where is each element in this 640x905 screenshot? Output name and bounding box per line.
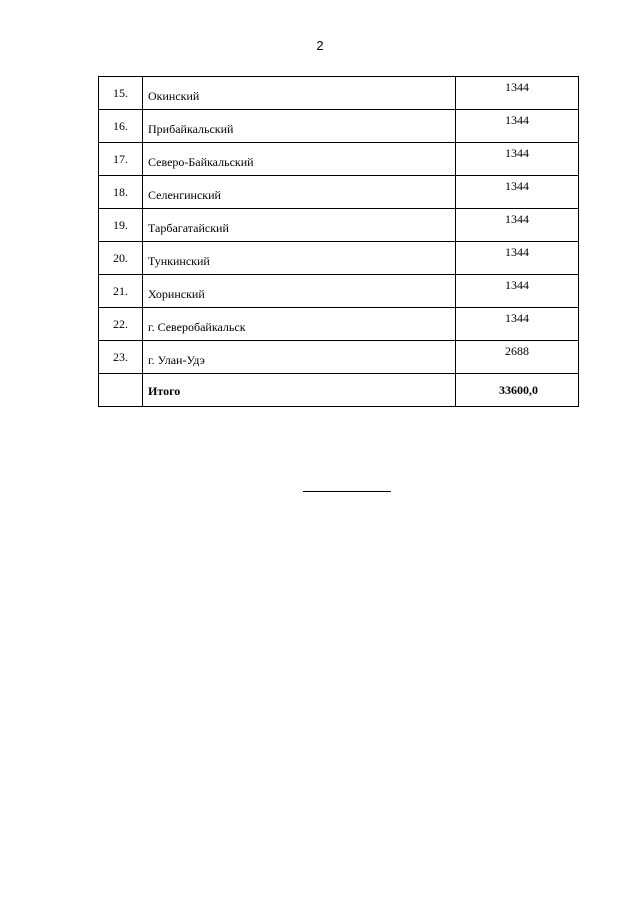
table-row (99, 308, 579, 341)
district-name: Тарбагатайский (143, 209, 456, 242)
row-number: 23. (99, 341, 143, 374)
amount-value: 1344 (456, 308, 579, 341)
amount-value: 1344 (456, 143, 579, 176)
row-number: 21. (99, 275, 143, 308)
amount-value: 2688 (456, 341, 579, 374)
table-row (99, 242, 579, 275)
total-row (99, 374, 579, 407)
row-number: 18. (99, 176, 143, 209)
table-row (99, 143, 579, 176)
district-name: Прибайкальский (143, 110, 456, 143)
amount-value: 1344 (456, 209, 579, 242)
amount-value: 1344 (456, 77, 579, 110)
table-row (99, 176, 579, 209)
district-name: г. Северобайкальск (143, 308, 456, 341)
total-label: Итого (143, 374, 456, 407)
district-name: Северо-Байкальский (143, 143, 456, 176)
amount-value: 1344 (456, 242, 579, 275)
row-number: 17. (99, 143, 143, 176)
row-number: 20. (99, 242, 143, 275)
table-row (99, 77, 579, 110)
end-divider (303, 491, 391, 492)
row-number: 16. (99, 110, 143, 143)
table-row (99, 110, 579, 143)
table-row (99, 341, 579, 374)
district-name: г. Улан-Удэ (143, 341, 456, 374)
distribution-table (98, 76, 579, 407)
amount-value: 1344 (456, 176, 579, 209)
table-row (99, 209, 579, 242)
district-name: Селенгинский (143, 176, 456, 209)
total-number (99, 374, 143, 407)
row-number: 15. (99, 77, 143, 110)
district-name: Тункинский (143, 242, 456, 275)
amount-value: 1344 (456, 275, 579, 308)
district-name: Окинский (143, 77, 456, 110)
row-number: 22. (99, 308, 143, 341)
table-row (99, 275, 579, 308)
total-value: 33600,0 (456, 374, 579, 407)
row-number: 19. (99, 209, 143, 242)
amount-value: 1344 (456, 110, 579, 143)
page-number: 2 (316, 38, 324, 53)
district-name: Хоринский (143, 275, 456, 308)
